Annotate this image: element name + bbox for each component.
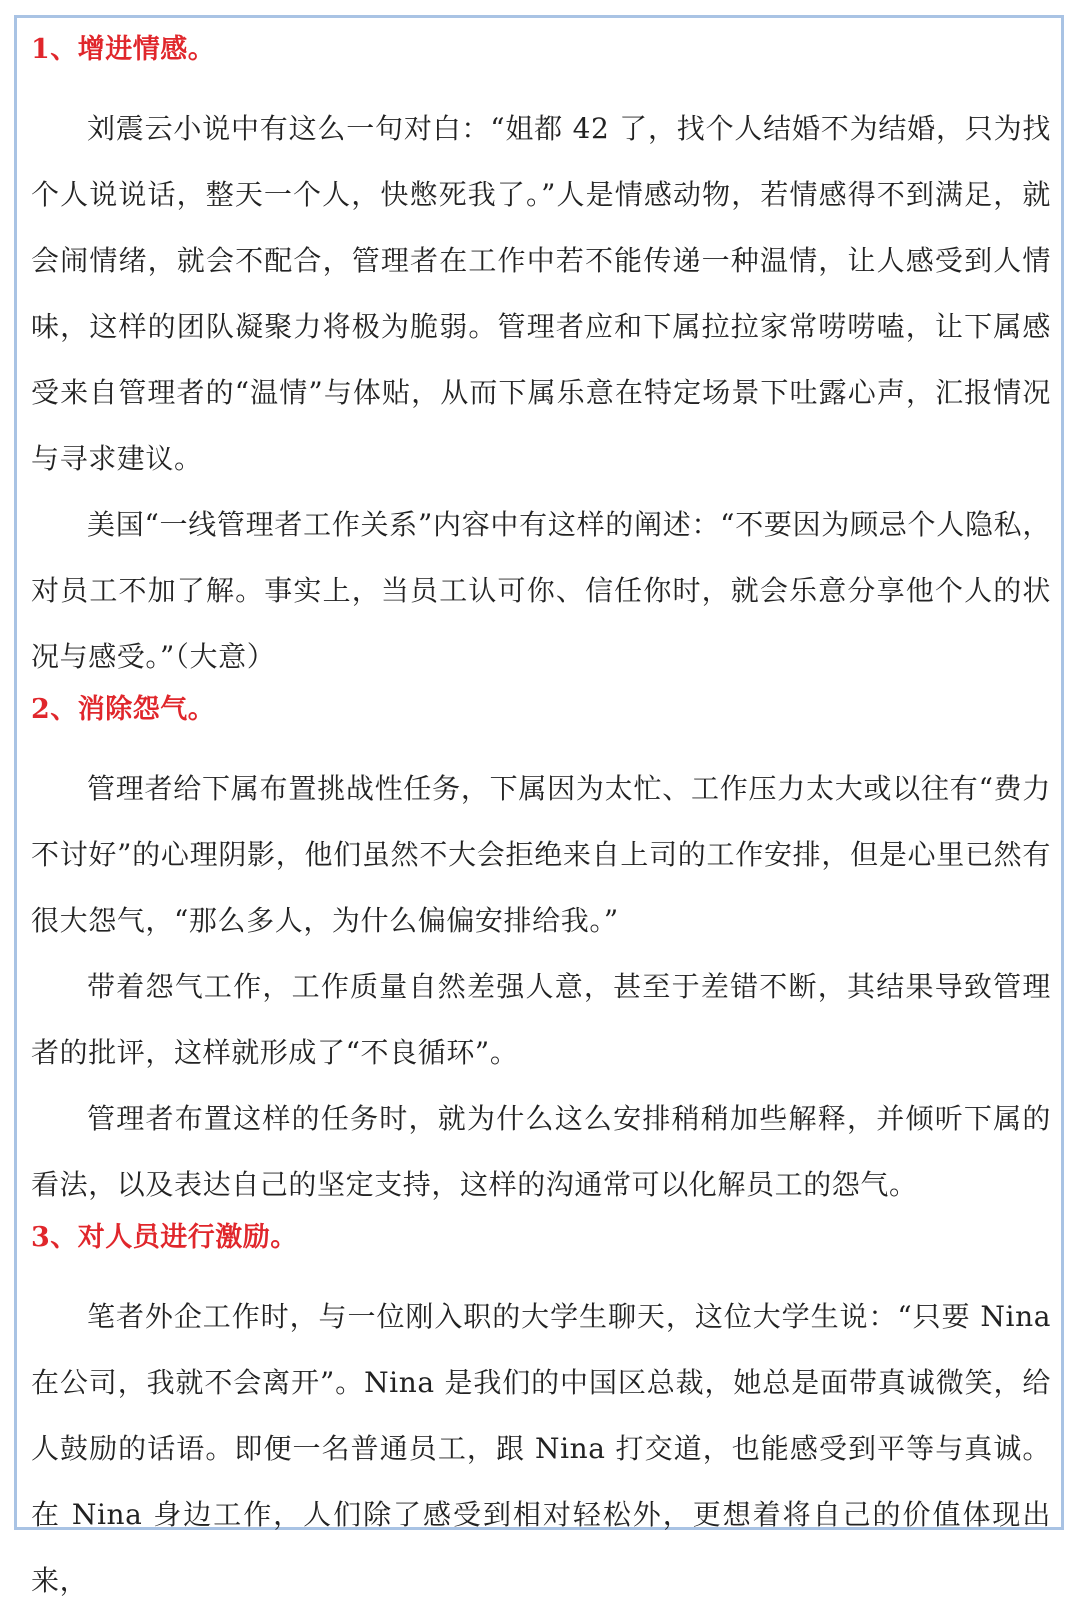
paragraph-1-1: 刘震云小说中有这么一句对白：“姐都 42 了，找个人结婚不为结婚，只为找个人说说话，整天一个人，快憋死我了。”人是情感动物，若情感得不到满足，就会闹情绪，就会不配合，管理者在工作中若不能传递一种温情，让人感受到人情味，这样的团队凝聚力将极为脆弱。管理者应和下属拉拉家常唠唠嗑，让下属感受来自管理者的“温情”与体贴，从而下属乐意在特定场景下吐露心声，汇报情况与寻求建议。 <box>31 112 1051 475</box>
paragraph-3-1: 笔者外企工作时，与一位刚入职的大学生聊天，这位大学生说：“只要 Nina 在公司，我就不会离开”。Nina 是我们的中国区总裁，她总是面带真诚微笑，给人鼓励的话语。即便一名普通员工，跟 Nina 打交道，也能感受到平等与真诚。在 Nina 身边工作，人们除了感受到相对轻松外，更想着将自己的价值体现出来， <box>31 1300 1051 1597</box>
paragraph-2-3: 管理者布置这样的任务时，就为什么这么安排稍稍加些解释，并倾听下属的看法，以及表达自己的坚定支持，这样的沟通常可以化解员工的怨气。 <box>31 1102 1051 1201</box>
paragraph-1-2: 美国“一线管理者工作关系”内容中有这样的阐述：“不要因为顾忌个人隐私，对员工不加了解。事实上，当员工认可你、信任你时，就会乐意分享他个人的状况与感受。”（大意） <box>31 508 1051 673</box>
article-frame <box>14 15 1064 1597</box>
section-heading-1: 1、增进情感。 <box>31 34 216 65</box>
article-body <box>31 30 1051 1614</box>
section-heading-2: 2、消除怨气。 <box>31 694 216 725</box>
section-heading-3: 3、对人员进行激励。 <box>31 1222 298 1253</box>
paragraph-2-1: 管理者给下属布置挑战性任务，下属因为太忙、工作压力太大或以往有“费力不讨好”的心理阴影，他们虽然不大会拒绝来自上司的工作安排，但是心里已然有很大怨气，“那么多人，为什么偏偏安排给我。” <box>31 772 1051 937</box>
paragraph-2-2: 带着怨气工作，工作质量自然差强人意，甚至于差错不断，其结果导致管理者的批评，这样就形成了“不良循环”。 <box>31 970 1051 1069</box>
